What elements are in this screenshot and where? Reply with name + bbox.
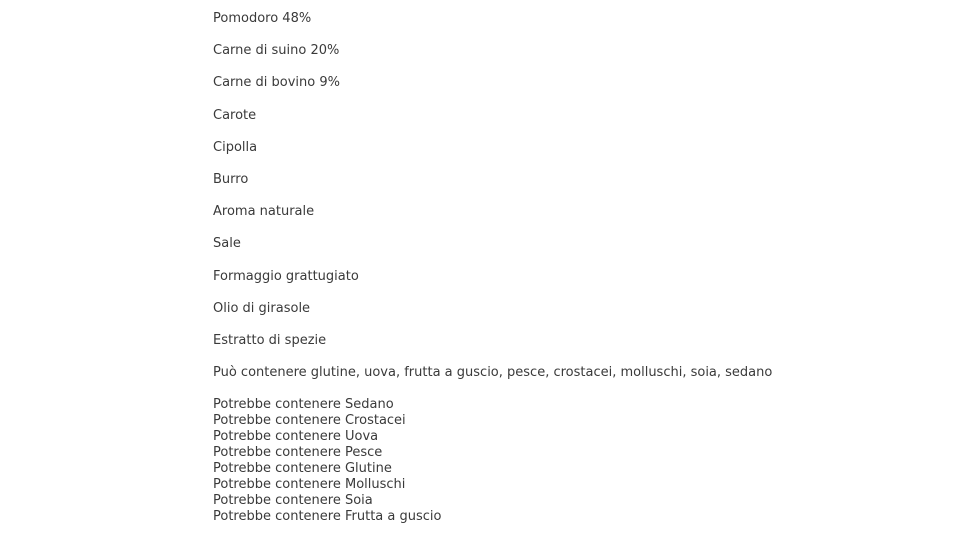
product-ingredients-section [213, 11, 913, 525]
allergen-note: Può contenere glutine, uova, frutta a guscio, pesce, crostacei, molluschi, soia, sedano [213, 365, 773, 381]
ingredient-item: Aroma naturale [213, 204, 315, 220]
ingredient-item: Burro [213, 171, 249, 187]
ingredient-item: Carne di suino 20% [213, 43, 340, 59]
ingredient-item: Carote [213, 107, 257, 123]
ingredient-item: Olio di girasole [213, 300, 311, 316]
trace-item: Potrebbe contenere Frutta a guscio [213, 509, 442, 525]
trace-item: Potrebbe contenere Crostacei [213, 413, 406, 429]
ingredient-item: Cipolla [213, 139, 258, 155]
ingredient-item: Carne di bovino 9% [213, 75, 340, 91]
ingredient-item: Estratto di spezie [213, 332, 327, 348]
ingredient-list [213, 11, 913, 349]
trace-item: Potrebbe contenere Pesce [213, 445, 383, 461]
trace-item: Potrebbe contenere Uova [213, 429, 379, 445]
trace-item: Potrebbe contenere Molluschi [213, 477, 406, 493]
ingredient-item: Pomodoro 48% [213, 11, 312, 26]
trace-item: Potrebbe contenere Sedano [213, 397, 394, 413]
trace-item: Potrebbe contenere Glutine [213, 461, 392, 477]
ingredient-item: Sale [213, 236, 241, 252]
trace-allergen-list [213, 397, 913, 525]
trace-item: Potrebbe contenere Soia [213, 493, 373, 509]
ingredient-item: Formaggio grattugiato [213, 268, 359, 284]
